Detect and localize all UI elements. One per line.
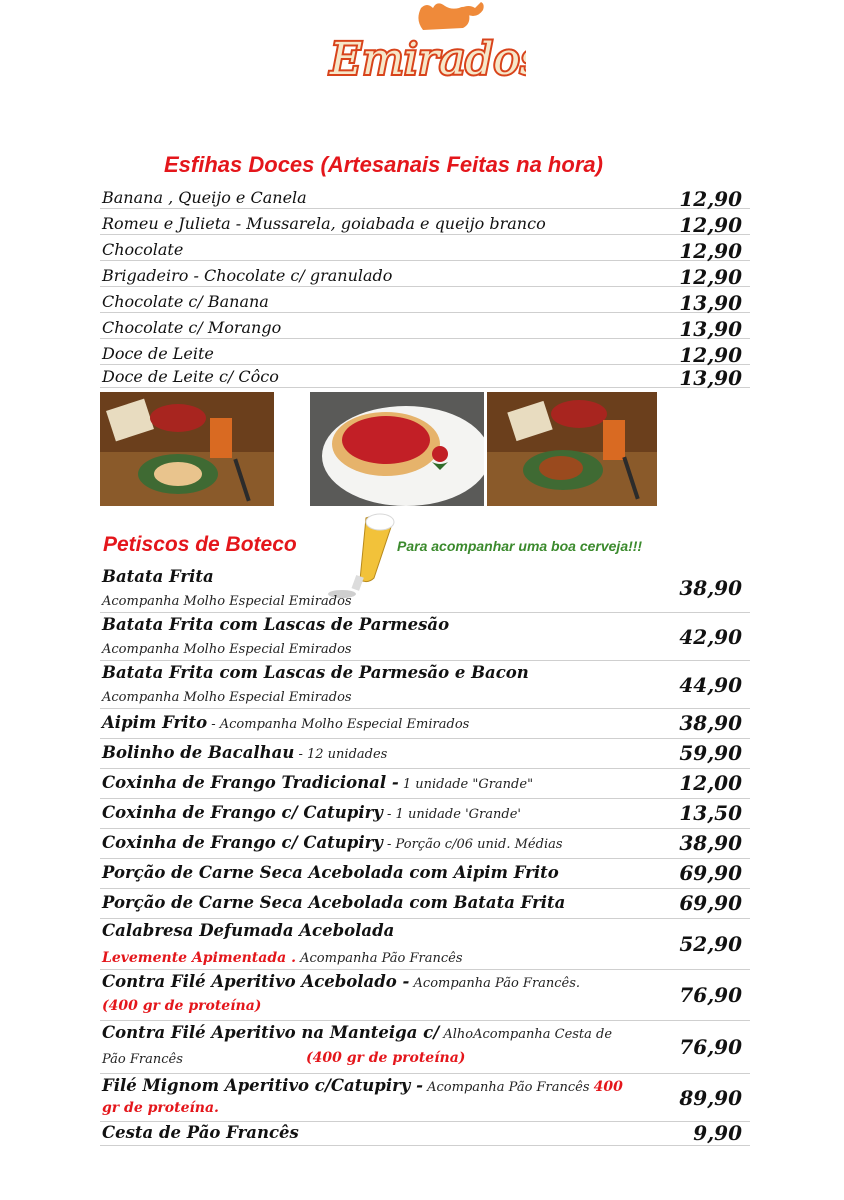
item-price: 44,90 [679, 673, 742, 697]
item-name: Calabresa Defumada Acebolada [102, 921, 395, 940]
item-price: 13,50 [679, 801, 742, 825]
item-name: Brigadeiro - Chocolate c/ granulado [102, 266, 393, 285]
item-name: Batata Frita com Lascas de Parmesão [102, 615, 450, 634]
item-name: Bolinho de Bacalhau [102, 743, 295, 762]
item-description: - Acompanha Molho Especial Emirados [207, 717, 470, 732]
item-name: Chocolate c/ Banana [102, 292, 269, 311]
item-description: Acompanha Molho Especial Emirados [102, 594, 352, 609]
item-name: Aipim Frito [102, 713, 208, 732]
item-name: Coxinha de Frango Tradicional - [102, 773, 399, 792]
item-description: Acompanha Molho Especial Emirados [102, 690, 352, 705]
item-name: Cesta de Pão Francês [102, 1123, 299, 1142]
item-price: 69,90 [679, 861, 742, 885]
petiscos-list [100, 563, 750, 1146]
item-name: Chocolate c/ Morango [102, 318, 282, 337]
item-name: Romeu e Julieta - Mussarela, goiabada e queijo branco [102, 214, 546, 233]
item-description: - Porção c/06 unid. Médias [382, 837, 563, 852]
list-item [100, 709, 750, 739]
list-item [100, 1074, 750, 1122]
item-description: Acompanha Pão Francês [423, 1080, 594, 1095]
photo-esfiha-table-1 [100, 392, 274, 506]
item-price: 13,90 [679, 366, 742, 390]
photo-esfiha-table-2 [487, 392, 657, 506]
item-description: - 1 unidade 'Grande' [382, 807, 521, 822]
item-price: 59,90 [679, 741, 742, 765]
list-item [100, 563, 750, 613]
section-title-petiscos: Petiscos de Boteco [103, 533, 297, 556]
list-item [100, 209, 750, 235]
item-price: 52,90 [679, 932, 742, 956]
item-note-2: gr de proteína. [102, 1100, 219, 1116]
item-description: 1 unidade "Grande" [398, 777, 534, 792]
item-name: Banana , Queijo e Canela [102, 188, 307, 207]
camel-logo-icon [326, 2, 526, 94]
list-item [100, 339, 750, 365]
item-description: - 12 unidades [294, 747, 388, 762]
list-item [100, 1021, 750, 1074]
item-name: Porção de Carne Seca Acebolada com Aipim Frito [102, 863, 559, 882]
item-name: Doce de Leite [102, 344, 214, 363]
item-price: 12,90 [679, 265, 742, 289]
item-name: Batata Frita [102, 567, 214, 586]
item-name: Batata Frita com Lascas de Parmesão e Bacon [102, 663, 529, 682]
item-note: Levemente Apimentada . [102, 950, 296, 966]
list-item [100, 859, 750, 889]
item-name: Filé Mignom Aperitivo c/Catupiry - [102, 1076, 423, 1095]
item-price: 12,00 [679, 771, 742, 795]
list-item [100, 889, 750, 919]
list-item [100, 769, 750, 799]
list-item [100, 261, 750, 287]
list-item [100, 919, 750, 970]
list-item [100, 661, 750, 709]
item-name: Coxinha de Frango c/ Catupiry [102, 833, 383, 852]
item-price: 12,90 [679, 213, 742, 237]
list-item [100, 829, 750, 859]
item-description: Acompanha Pão Francês. [409, 976, 581, 991]
logo-text: Emirados [330, 34, 526, 85]
list-item [100, 365, 750, 388]
item-note: (400 gr de proteína) [306, 1050, 466, 1066]
item-name: Porção de Carne Seca Acebolada com Batata Frita [102, 893, 566, 912]
item-name: Contra Filé Aperitivo Acebolado - [102, 972, 410, 991]
item-price: 38,90 [679, 576, 742, 600]
item-price: 13,90 [679, 291, 742, 315]
item-price: 13,90 [679, 317, 742, 341]
item-price: 76,90 [679, 983, 742, 1007]
item-price: 12,90 [679, 343, 742, 367]
esfihas-doces-list [100, 183, 750, 388]
item-price: 38,90 [679, 831, 742, 855]
list-item [100, 183, 750, 209]
list-item [100, 313, 750, 339]
item-description: Acompanha Pão Francês [295, 951, 463, 966]
list-item [100, 799, 750, 829]
list-item [100, 970, 750, 1021]
item-name: Doce de Leite c/ Côco [102, 367, 279, 386]
item-price: 42,90 [679, 625, 742, 649]
photo-esfiha-strawberry [310, 392, 484, 506]
item-note: 400 [593, 1079, 623, 1095]
emirados-logo [326, 2, 526, 94]
list-item [100, 287, 750, 313]
item-name: Coxinha de Frango c/ Catupiry [102, 803, 383, 822]
tagline: Para acompanhar uma boa cerveja!!! [397, 538, 643, 554]
item-price: 38,90 [679, 711, 742, 735]
item-description: Acompanha Molho Especial Emirados [102, 642, 352, 657]
item-name: Chocolate [102, 240, 184, 259]
item-price: 69,90 [679, 891, 742, 915]
section-title-esfihas-doces: Esfihas Doces (Artesanais Feitas na hora) [164, 152, 603, 177]
list-item [100, 1122, 750, 1146]
item-description: AlhoAcompanha Cesta de [439, 1027, 613, 1042]
list-item [100, 235, 750, 261]
item-price: 12,90 [679, 239, 742, 263]
item-price: 89,90 [679, 1086, 742, 1110]
list-item [100, 613, 750, 661]
item-price: 12,90 [679, 187, 742, 211]
item-description-2: Pão Francês [102, 1052, 183, 1067]
item-note: (400 gr de proteína) [102, 998, 262, 1014]
item-price: 9,90 [693, 1121, 742, 1145]
item-price: 76,90 [679, 1035, 742, 1059]
list-item [100, 739, 750, 769]
item-name: Contra Filé Aperitivo na Manteiga c/ [102, 1023, 440, 1042]
